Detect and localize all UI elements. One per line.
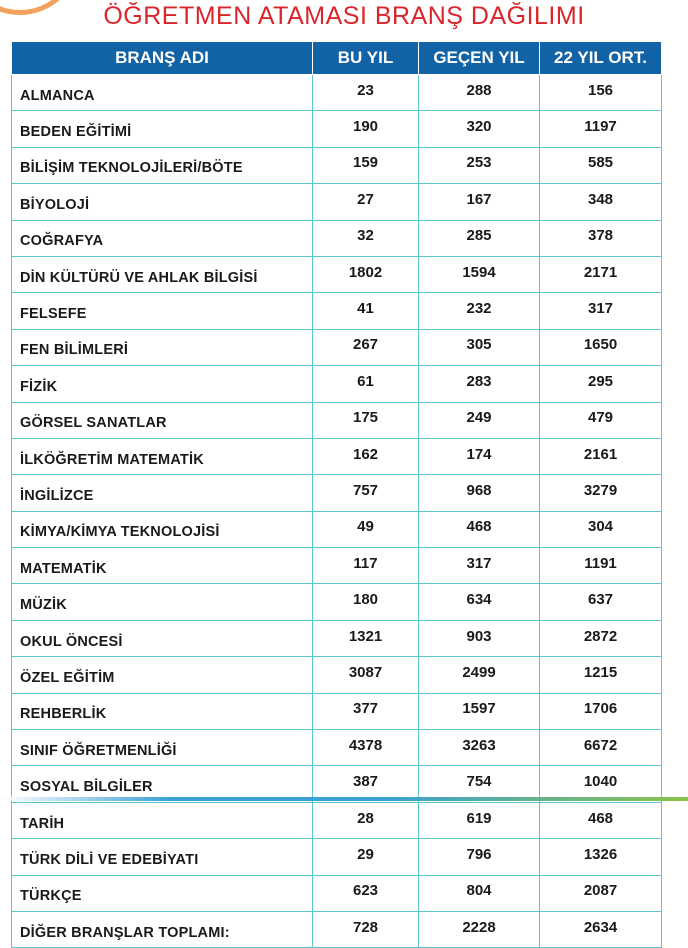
- table-row: [12, 147, 662, 183]
- branch-name-cell: REHBERLİK: [12, 693, 313, 729]
- last-year-cell: 3263: [419, 730, 540, 766]
- this-year-cell: 117: [313, 548, 419, 584]
- this-year-cell: 41: [313, 293, 419, 329]
- last-year-cell: 320: [419, 111, 540, 147]
- table-row: [12, 220, 662, 256]
- last-year-cell: 1594: [419, 256, 540, 292]
- header-this-year: BU YIL: [313, 42, 419, 75]
- branch-name-cell: TARİH: [12, 802, 313, 838]
- last-year-cell: 285: [419, 220, 540, 256]
- average-cell: 2171: [540, 256, 662, 292]
- table-row: [12, 438, 662, 474]
- branch-name-cell: FİZİK: [12, 366, 313, 402]
- average-cell: 1197: [540, 111, 662, 147]
- branch-name-cell: DİN KÜLTÜRÜ VE AHLAK BİLGİSİ: [12, 256, 313, 292]
- branch-name-cell: KİMYA/KİMYA TEKNOLOJİSİ: [12, 511, 313, 547]
- this-year-cell: 757: [313, 475, 419, 511]
- branch-name-cell: FEN BİLİMLERİ: [12, 329, 313, 365]
- average-cell: 585: [540, 147, 662, 183]
- branch-name-cell: MÜZİK: [12, 584, 313, 620]
- table-row: [12, 184, 662, 220]
- average-cell: 3279: [540, 475, 662, 511]
- header-22-year-average: 22 YIL ORT.: [540, 42, 662, 75]
- this-year-cell: 267: [313, 329, 419, 365]
- branch-name-cell: DİĞER BRANŞLAR TOPLAMI:: [12, 911, 313, 947]
- this-year-cell: 23: [313, 75, 419, 111]
- this-year-cell: 32: [313, 220, 419, 256]
- last-year-cell: 174: [419, 438, 540, 474]
- table-row: [12, 511, 662, 547]
- table-row: [12, 548, 662, 584]
- last-year-cell: 804: [419, 875, 540, 911]
- table-row: [12, 111, 662, 147]
- last-year-cell: 634: [419, 584, 540, 620]
- average-cell: 348: [540, 184, 662, 220]
- table-row: [12, 657, 662, 693]
- table-row: [12, 730, 662, 766]
- branch-name-cell: İNGİLİZCE: [12, 475, 313, 511]
- table-row: [12, 584, 662, 620]
- table-row: [12, 693, 662, 729]
- average-cell: 2087: [540, 875, 662, 911]
- table-row: [12, 329, 662, 365]
- page-title: ÖĞRETMEN ATAMASI BRANŞ DAĞILIMI: [103, 2, 585, 30]
- last-year-cell: 253: [419, 147, 540, 183]
- branch-name-cell: BİLİŞİM TEKNOLOJİLERİ/BÖTE: [12, 147, 313, 183]
- table-row: [12, 366, 662, 402]
- average-cell: 2634: [540, 911, 662, 947]
- table-row: [12, 839, 662, 875]
- this-year-cell: 49: [313, 511, 419, 547]
- this-year-cell: 28: [313, 802, 419, 838]
- average-cell: 1191: [540, 548, 662, 584]
- branch-name-cell: İLKÖĞRETİM MATEMATİK: [12, 438, 313, 474]
- last-year-cell: 249: [419, 402, 540, 438]
- this-year-cell: 190: [313, 111, 419, 147]
- this-year-cell: 728: [313, 911, 419, 947]
- this-year-cell: 175: [313, 402, 419, 438]
- last-year-cell: 754: [419, 766, 540, 802]
- table-row: [12, 475, 662, 511]
- last-year-cell: 232: [419, 293, 540, 329]
- last-year-cell: 288: [419, 75, 540, 111]
- branch-name-cell: ALMANCA: [12, 75, 313, 111]
- branch-name-cell: TÜRKÇE: [12, 875, 313, 911]
- average-cell: 1326: [540, 839, 662, 875]
- this-year-cell: 1321: [313, 620, 419, 656]
- table-row: [12, 293, 662, 329]
- average-cell: 1706: [540, 693, 662, 729]
- branch-name-cell: COĞRAFYA: [12, 220, 313, 256]
- this-year-cell: 180: [313, 584, 419, 620]
- table-row: [12, 911, 662, 947]
- table-header-row: [12, 42, 662, 75]
- last-year-cell: 903: [419, 620, 540, 656]
- table-row: [12, 256, 662, 292]
- last-year-cell: 167: [419, 184, 540, 220]
- branch-name-cell: SOSYAL BİLGİLER: [12, 766, 313, 802]
- last-year-cell: 1597: [419, 693, 540, 729]
- table-row: [12, 402, 662, 438]
- branch-name-cell: BİYOLOJİ: [12, 184, 313, 220]
- last-year-cell: 968: [419, 475, 540, 511]
- last-year-cell: 305: [419, 329, 540, 365]
- table-row: [12, 875, 662, 911]
- table-row: [12, 620, 662, 656]
- branch-name-cell: SINIF ÖĞRETMENLİĞİ: [12, 730, 313, 766]
- branch-name-cell: GÖRSEL SANATLAR: [12, 402, 313, 438]
- branch-name-cell: MATEMATİK: [12, 548, 313, 584]
- header-last-year: GEÇEN YIL: [419, 42, 540, 75]
- this-year-cell: 162: [313, 438, 419, 474]
- this-year-cell: 1802: [313, 256, 419, 292]
- this-year-cell: 377: [313, 693, 419, 729]
- bottom-decorative-strip: [0, 797, 688, 801]
- last-year-cell: 619: [419, 802, 540, 838]
- average-cell: 1650: [540, 329, 662, 365]
- average-cell: 304: [540, 511, 662, 547]
- this-year-cell: 61: [313, 366, 419, 402]
- branch-distribution-table: [11, 41, 662, 948]
- this-year-cell: 623: [313, 875, 419, 911]
- table-row: [12, 802, 662, 838]
- average-cell: 468: [540, 802, 662, 838]
- average-cell: 1040: [540, 766, 662, 802]
- average-cell: 1215: [540, 657, 662, 693]
- average-cell: 295: [540, 366, 662, 402]
- this-year-cell: 387: [313, 766, 419, 802]
- branch-name-cell: BEDEN EĞİTİMİ: [12, 111, 313, 147]
- branch-name-cell: FELSEFE: [12, 293, 313, 329]
- this-year-cell: 159: [313, 147, 419, 183]
- last-year-cell: 2499: [419, 657, 540, 693]
- table-body: [12, 75, 662, 948]
- average-cell: 6672: [540, 730, 662, 766]
- average-cell: 637: [540, 584, 662, 620]
- table-row: [12, 75, 662, 111]
- average-cell: 2161: [540, 438, 662, 474]
- last-year-cell: 796: [419, 839, 540, 875]
- last-year-cell: 2228: [419, 911, 540, 947]
- branch-name-cell: TÜRK DİLİ VE EDEBİYATI: [12, 839, 313, 875]
- this-year-cell: 27: [313, 184, 419, 220]
- last-year-cell: 468: [419, 511, 540, 547]
- average-cell: 317: [540, 293, 662, 329]
- this-year-cell: 4378: [313, 730, 419, 766]
- average-cell: 378: [540, 220, 662, 256]
- last-year-cell: 317: [419, 548, 540, 584]
- average-cell: 156: [540, 75, 662, 111]
- average-cell: 479: [540, 402, 662, 438]
- this-year-cell: 3087: [313, 657, 419, 693]
- average-cell: 2872: [540, 620, 662, 656]
- header-branch-name: BRANŞ ADI: [12, 42, 313, 75]
- branch-name-cell: ÖZEL EĞİTİM: [12, 657, 313, 693]
- branch-name-cell: OKUL ÖNCESİ: [12, 620, 313, 656]
- last-year-cell: 283: [419, 366, 540, 402]
- this-year-cell: 29: [313, 839, 419, 875]
